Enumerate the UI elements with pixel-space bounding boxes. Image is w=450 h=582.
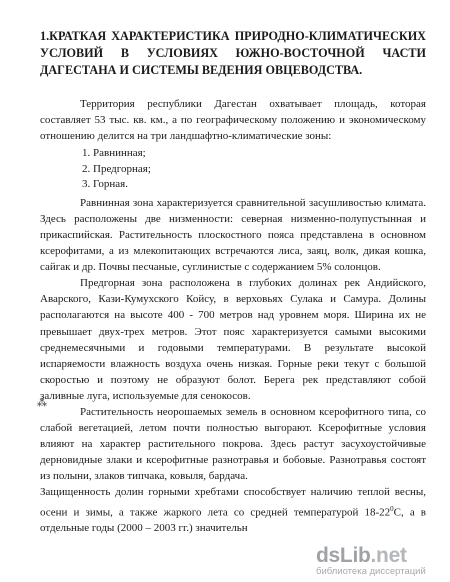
watermark-logo: dsLib.net	[316, 544, 407, 567]
climate-text-start: Защищенность долин горными хребтами способствует наличию теплой весны, осени и зимы, а также жаркого лета со средней температурой 18-22	[40, 486, 426, 519]
watermark	[316, 544, 444, 578]
intro-paragraph: Территория республики Дагестан охватывает площадь, которая составляет 53 тыс. кв. км., а по географическому положению и экономическому отношению делится на три ландшафтно-климатические зоны:	[40, 98, 426, 143]
list-item: 3. Горная.	[82, 178, 128, 191]
climate-paragraph	[40, 484, 426, 536]
plain-zone-paragraph: Равнинная зона характеризуется сравнительной засушливостью климата. Здесь расположены две низменности: северная низменно-полупустынная и прикаспийская. Растительность плоскостного пояса представлена в основном ксерофитами, а из млекопитающих встречаются лиса, заяц, волк, дикая кошка, сайгак и др. Почвы песчаные, суглинистые с содержанием 5% солонцов.	[40, 196, 426, 274]
section-heading: 1.КРАТКАЯ ХАРАКТЕРИСТИКА ПРИРОДНО-КЛИМАТИЧЕСКИХ УСЛОВИЙ В УСЛОВИЯХ ЮЖНО-ВОСТОЧНОЙ ЧАСТИ ДАГЕСТАНА И СИСТЕМЫ ВЕДЕНИЯ ОВЦЕВОДСТВА.	[40, 29, 426, 77]
zones-list	[40, 146, 426, 193]
degree-superscript: 0	[390, 504, 394, 513]
margin-mark: ⁂	[37, 398, 47, 409]
body-text	[40, 96, 426, 536]
vegetation-paragraph: Растительность неорошаемых земель в основном ксерофитного типа, со слабой вегетацией, летом почти полностью выгорают. Ксерофитные условия влияют на характер растительного покрова. Здесь растут засухоустойчивые дерновидные злаки и ксерофитные разнотравья и бобовые. Разнотравья состоят из полыни, злаков типчака, ковыля, бардача.	[40, 406, 426, 483]
list-item: 2. Предгорная;	[82, 162, 151, 175]
climate-text-end: С, а в отдельные годы (2000 – 2003 гг.) значительн	[40, 506, 426, 535]
list-item: 1. Равнинная;	[82, 147, 146, 160]
watermark-subtitle: библиотека диссертаций	[316, 566, 426, 577]
foothill-zone-paragraph: Предгорная зона расположена в глубоких долинах рек Андийского, Аварского, Кази-Кумухского Койсу, в верховьях Сулака и Самура. Долины располагаются на высоте 400 - 700 метров над уровнем моря. Ширина их не превышает двух-трех метров. Этот пояс характеризуется самыми высокими среднемесячными и годовыми температурами. В результате высокой испаряемости влажность воздуха очень низкая. Горные реки текут с большой скоростью и поэтому не образуют болот. Берега рек представляют собой заливные луга, используемые для сенокосов.	[40, 277, 426, 402]
